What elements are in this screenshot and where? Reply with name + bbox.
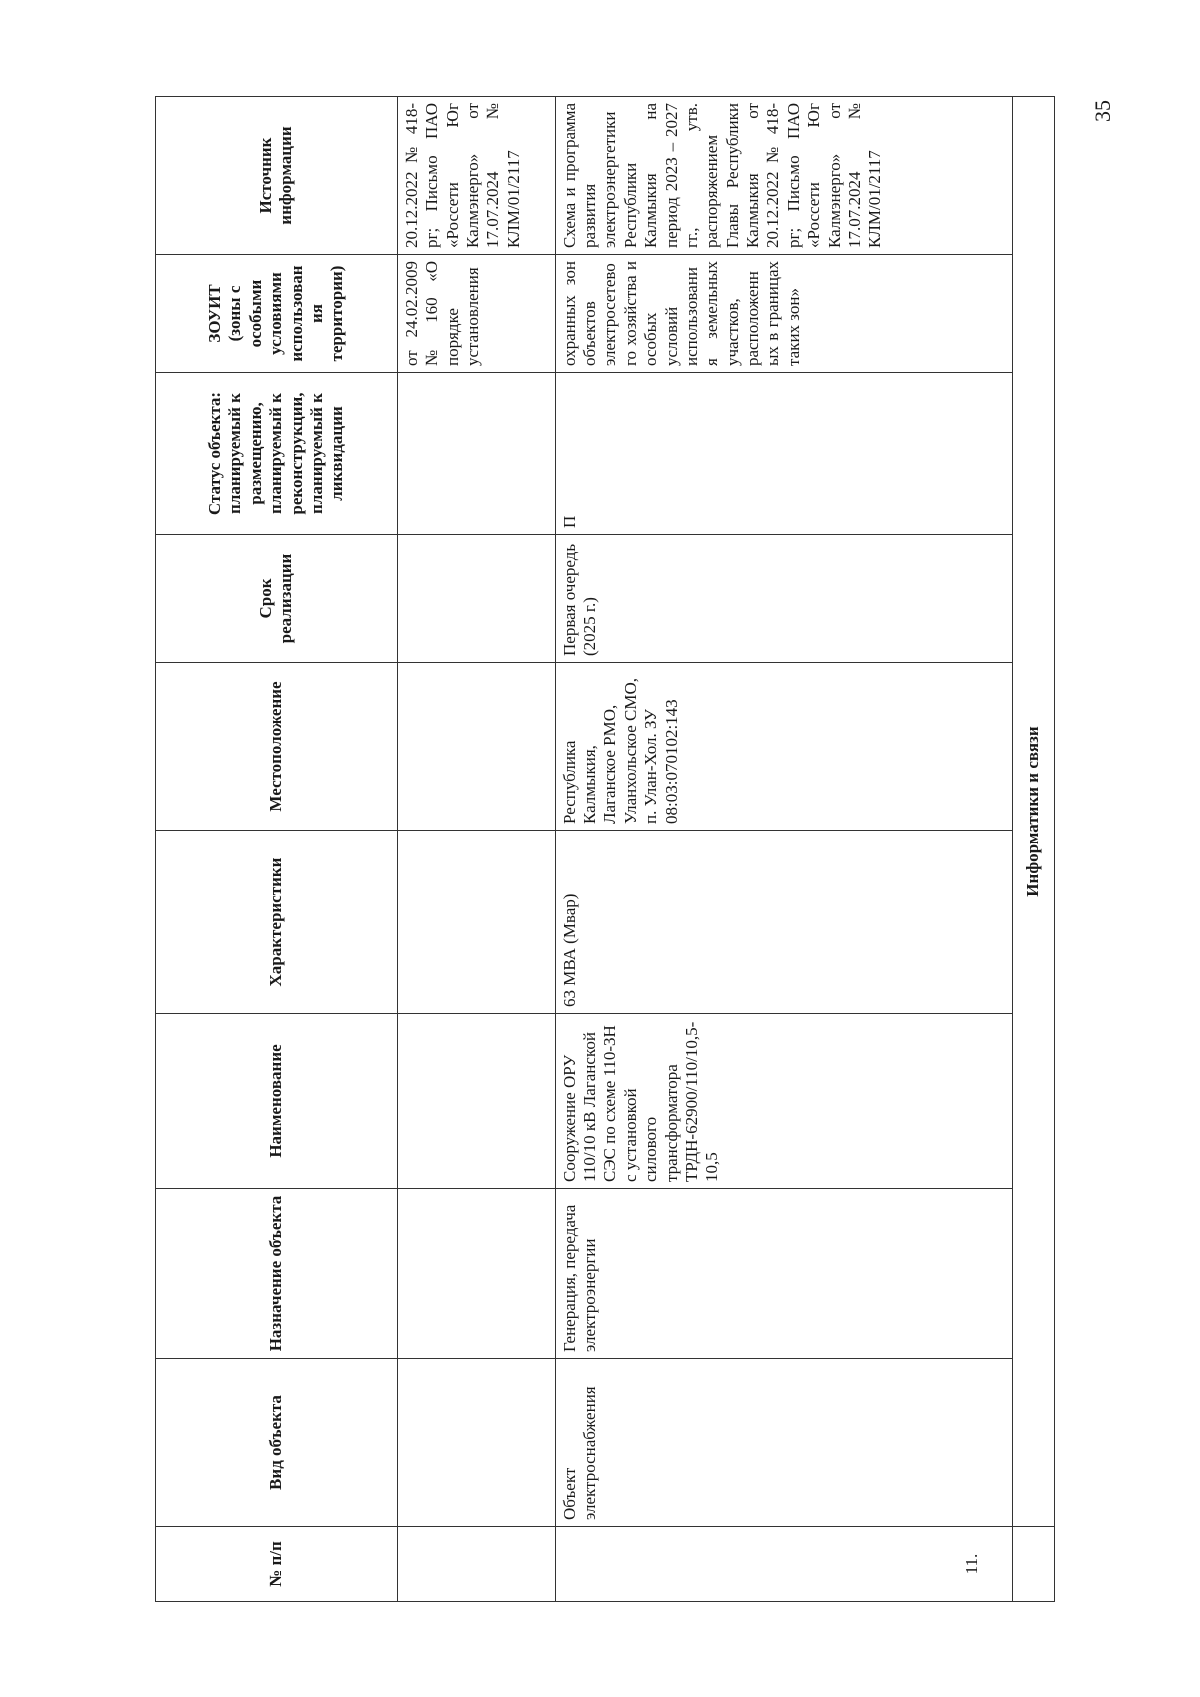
objects-table <box>155 96 1055 1602</box>
header-type: Вид объекта <box>156 1359 398 1527</box>
cell-name: Сооружение ОРУ 110/10 кВ Лаганской СЭС по схеме 110-3Н с установкой силового трансформатора ТРДН-62900/110/10,5-10,5 <box>555 1014 1012 1189</box>
cell-location: Республика Калмыкия, Лаганское РМО, Уланхольское СМО, п. Улан-Хол. ЗУ 08:03:070102:143 <box>555 663 1012 831</box>
header-num: № п/п <box>156 1527 398 1602</box>
cell-type: Объект электроснабжения <box>555 1359 1012 1527</box>
header-location: Местоположение <box>156 663 398 831</box>
rotated-table-container <box>155 97 1055 1602</box>
page-number: 35 <box>1090 100 1115 122</box>
section-title: Информатики и связи <box>1012 97 1054 1527</box>
cell-empty <box>397 831 555 1014</box>
header-name: Наименование <box>156 1014 398 1189</box>
table-row-11 <box>555 97 1012 1602</box>
header-zouit: ЗОУИТ (зоны с особыми условиями использования территории) <box>156 255 398 373</box>
cell-zouit-continued: от 24.02.2009 № 160 «О порядке установления <box>397 255 555 373</box>
table-row-continued <box>397 97 555 1602</box>
cell-term: Первая очередь (2025 г.) <box>555 535 1012 663</box>
cell-empty <box>397 535 555 663</box>
table-section-row <box>1012 97 1054 1602</box>
table-header-row <box>156 97 398 1602</box>
header-source: Источник информации <box>156 97 398 255</box>
cell-characteristics: 63 МВА (Мвар) <box>555 831 1012 1014</box>
cell-zouit: охранных зон объектов электросетевого хозяйства и особых условий использования земельных участков, расположенных в границах таких зон» <box>555 255 1012 373</box>
cell-empty <box>397 1189 555 1359</box>
header-status: Статус объекта: планируемый к размещению, планируемый к реконструкции, планируемый к ликвидации <box>156 373 398 535</box>
header-purpose: Назначение объекта <box>156 1189 398 1359</box>
cell-empty <box>397 1527 555 1602</box>
header-term: Срок реализации <box>156 535 398 663</box>
cell-empty <box>397 1014 555 1189</box>
cell-empty <box>397 1359 555 1527</box>
cell-empty <box>1012 1527 1054 1602</box>
cell-num: 11. <box>555 1527 1012 1602</box>
cell-empty <box>397 663 555 831</box>
cell-source: Схема и программа развития электроэнергетики Республики Калмыкия на период 2023 – 2027 гг., утв. распоряжением Главы Республики Калмыкия от 20.12.2022 № 418-рг; Письмо ПАО «Россети Юг Калмэнерго» от 17.07.2024 № КЛМ/01/2117 <box>555 97 1012 255</box>
cell-purpose: Генерация, передача электроэнергии <box>555 1189 1012 1359</box>
header-characteristics: Характеристики <box>156 831 398 1014</box>
cell-status: П <box>555 373 1012 535</box>
cell-source-continued: 20.12.2022 № 418-рг; Письмо ПАО «Россети Юг Калмэнерго» от 17.07.2024 № КЛМ/01/2117 <box>397 97 555 255</box>
cell-empty <box>397 373 555 535</box>
